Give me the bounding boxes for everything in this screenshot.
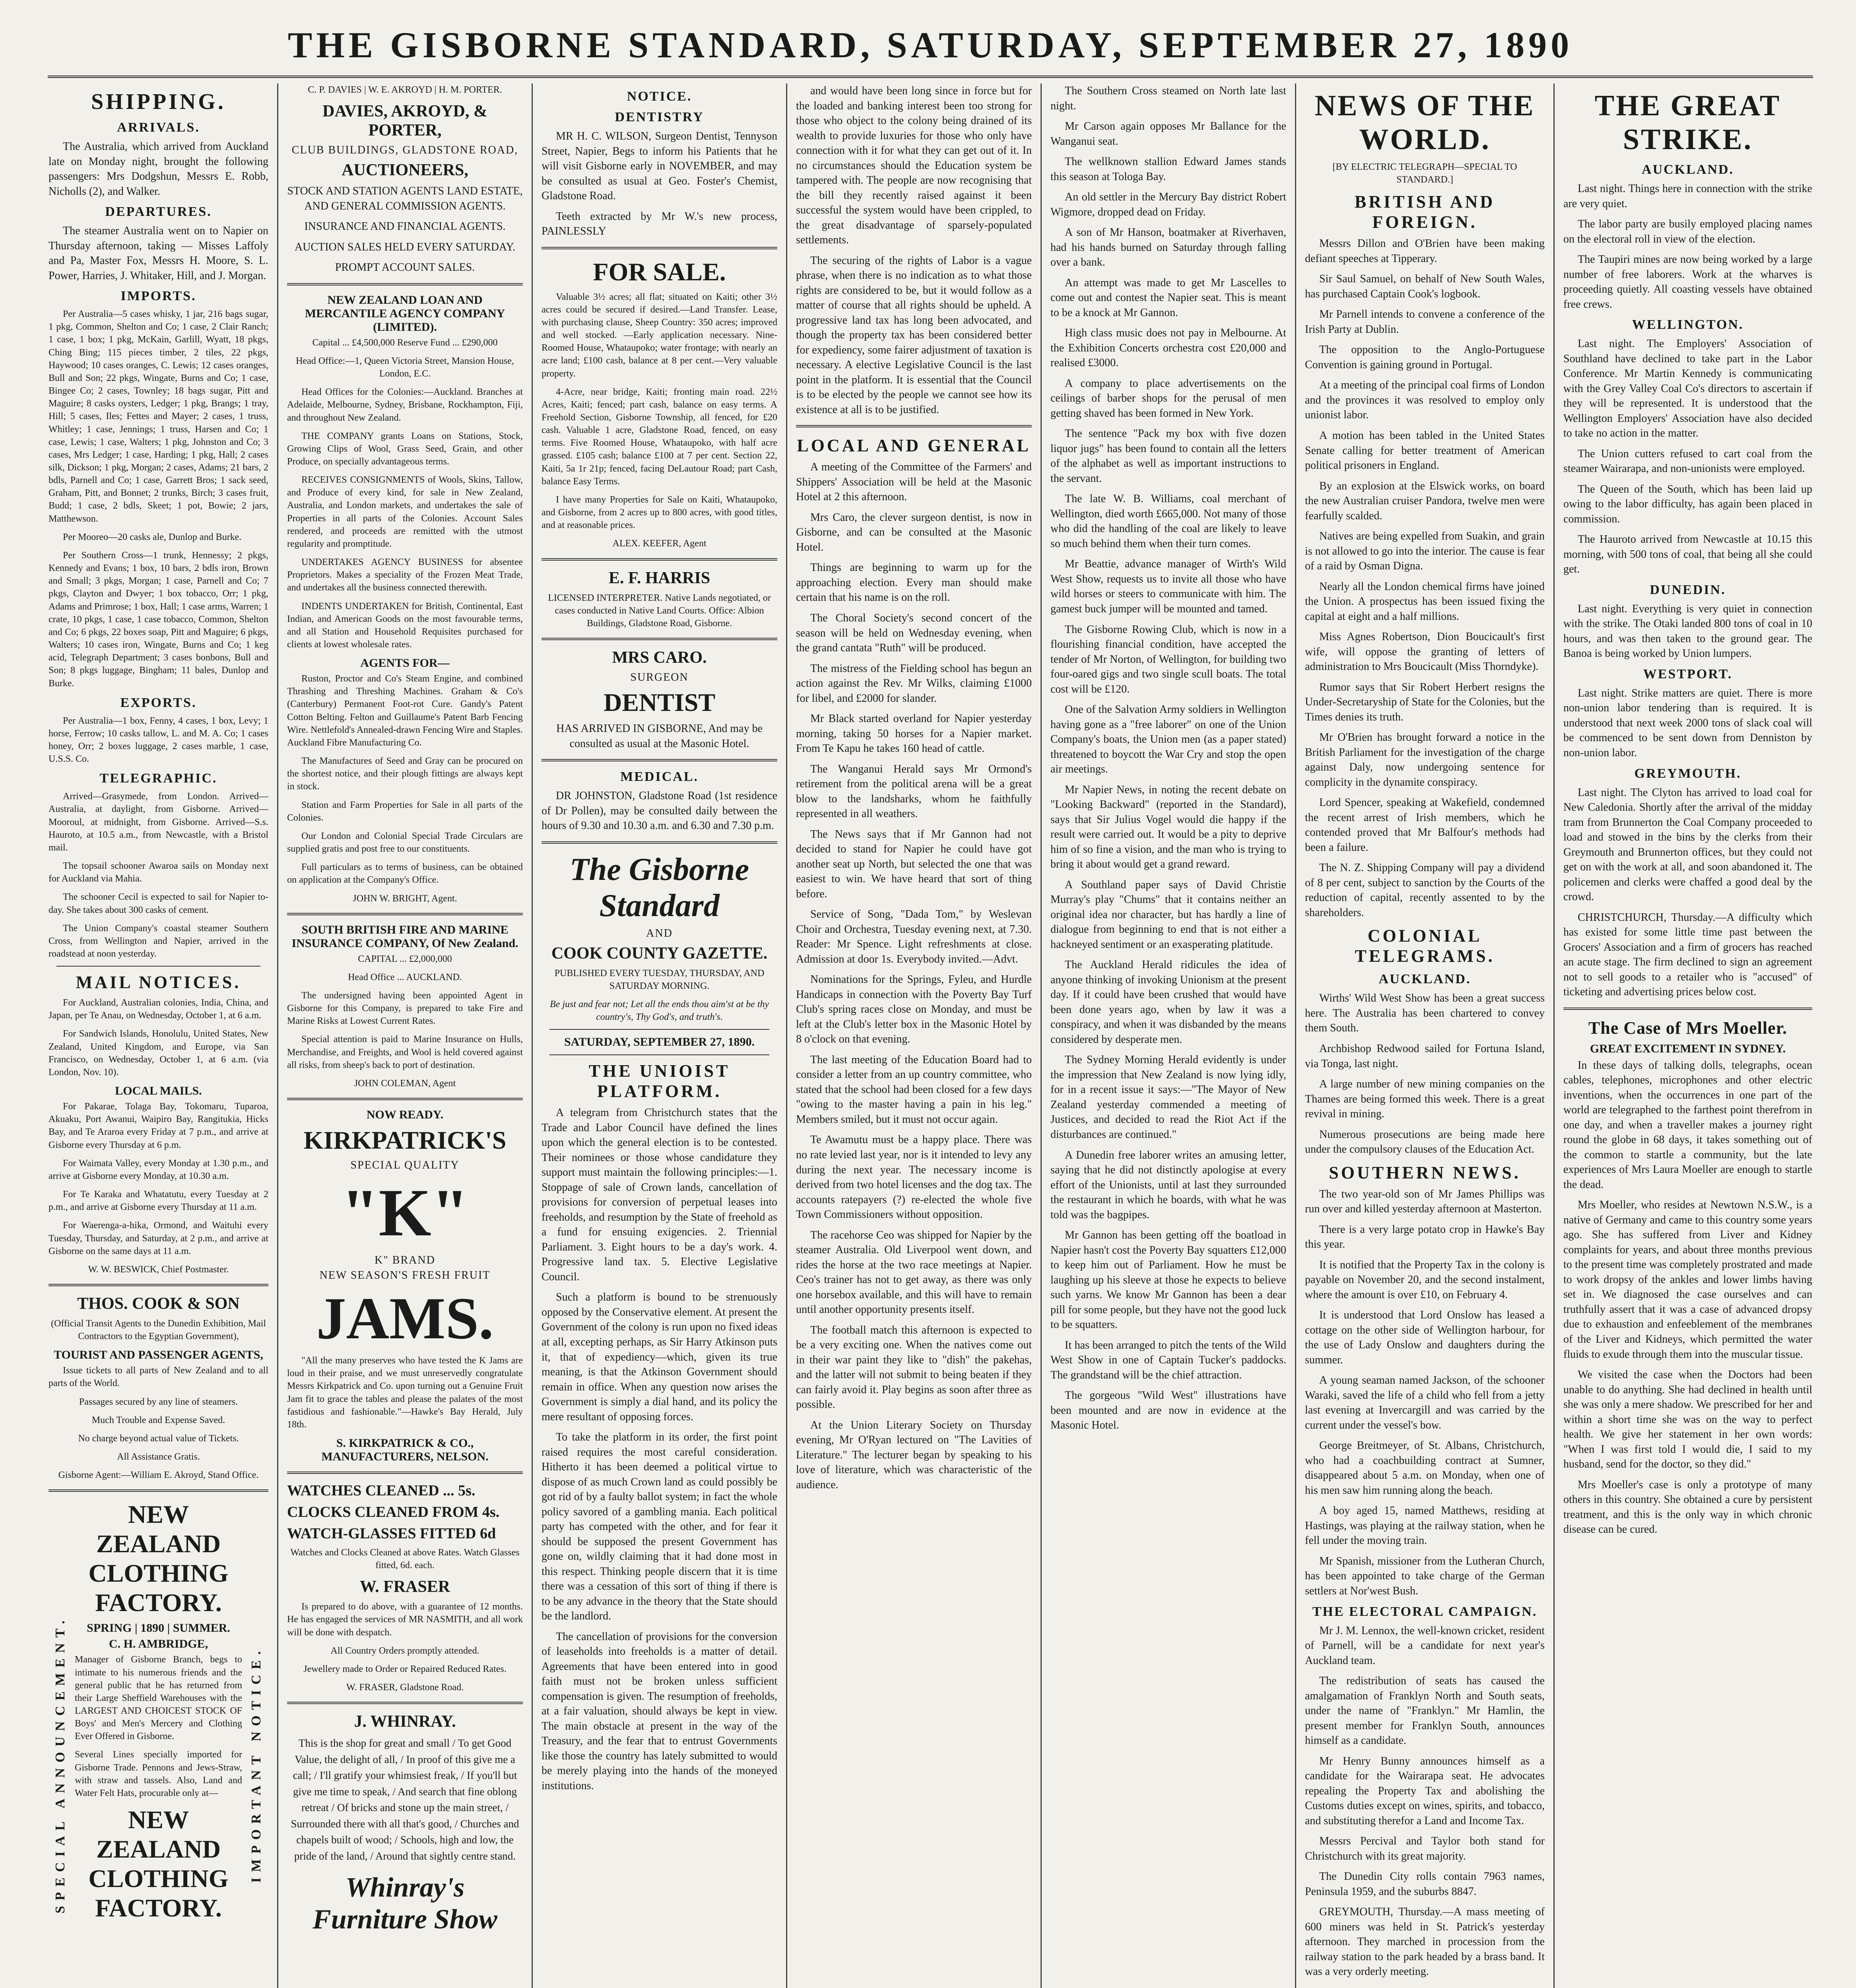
local-mail-text-2: For Waimata Valley, every Monday at 1.30 p.m., and arrive at Gisborne every Monday, at 10.30 a.m. [49, 1158, 268, 1181]
dateline: SATURDAY, SEPTEMBER 27, 1890. [564, 1035, 755, 1049]
southern-item: A boy aged 15, named Matthews, residing at Hastings, was playing at the railway station, when he fell under the moving train. [1305, 1505, 1545, 1547]
local-item: The News says that if Mr Gannon had not decided to stand for Napier he could have got another seat up North, but selected the one that was easiest to win. We have heard that sort of thing before. [796, 828, 1032, 900]
news-item: The Auckland Herald ridicules the idea of anyone thinking of invoking Unionism at the present day. If it could have been crushed that would have been done years ago, when by law it was a conspiracy, and when it was disbanded by the means considered by desperate men. [1050, 959, 1286, 1046]
nameplate-and: AND [646, 927, 673, 940]
colonial-item: Wirths' Wild West Show has been a great success here. The Australia has been chartered to convey them South. [1305, 992, 1545, 1035]
local-mails-heading: LOCAL MAILS. [115, 1084, 202, 1098]
south-british-office: Head Office ... AUCKLAND. [348, 972, 462, 982]
fraser-title: W. FRASER [359, 1578, 450, 1596]
k-brand-logo: "K" [341, 1175, 469, 1250]
watches-line: WATCHES CLEANED ... 5s. [287, 1482, 476, 1499]
leader-text-4: The cancellation of provisions for the conversion of leaseholds into freeholds is a matter of detail. Agreements that have been entered into in good faith must not be broken unless sufficient compensation is given. The resumption of freeholds, at a fair valuation, should always be kept in view. The main obstacle at present in the way of the Treasury, and the fear that to entrust Governments like those the country has lately submitted to would be merely playing into the hands of the moneyed institutions. [542, 1630, 777, 1792]
divider [549, 1054, 769, 1055]
colonial-item: Archbishop Redwood sailed for Fortuna Island, via Tonga, last night. [1305, 1043, 1545, 1070]
for-sale-text: Valuable 3½ acres; all flat; situated on Kaiti; other 3½ acres could be secured if desired.—Land Transfer. Lease, with purchasing clause, Sheep Country: 350 acres; improved and well stocked. —Early application necessary. Nine-Roomed House, Whataupoko; water frontage; with nearly an acre land; £100 cash, balance at 8 per cent.—Very valuable property. [542, 291, 777, 379]
fraser-text: Is prepared to do above, with a guarantee of 12 months. He has engaged the services of MR NASMITH, and all work will be done with despatch. [287, 1602, 523, 1638]
agents-for-heading: AGENTS FOR— [360, 656, 450, 670]
news-item: The gorgeous "Wild West" illustrations have been mounted and are now in evidence at the Masonic Hotel. [1050, 1389, 1286, 1432]
local-item: Mrs Caro, the clever surgeon dentist, is now in Gisborne, and can be consulted at the Masonic Hotel. [796, 511, 1032, 553]
agents-text-5: Full particulars as to terms of business, can be obtained on application at the Company's Office. [287, 862, 523, 885]
leader-text: A telegram from Christchurch states that the Trade and Labor Council have defined the lines upon which the general election is to be contested. Their nominees or those whose candidature they support must maintain the following principles:—1. Stoppage of sale of Crown lands, cancellation of provisions for conversion of perpetual leases into freeholds, and resumption by the State of freehold as a fund for ensuing exigencies. 2. Triennial Parliament. 3. Eight hours to be a day's work. 4. Progressive land tax. 5. Elective Legislative Council. [542, 1107, 777, 1283]
divider [287, 1702, 523, 1704]
great-strike-heading: THE GREAT STRIKE. [1594, 89, 1781, 156]
divider [542, 558, 777, 561]
agents-text: Ruston, Proctor and Co's Steam Engine, and combined Thrashing and Threshing Machines. Graham & Co's (Canterbury) Permanent Foot-rot Cure. Gandy's Patent Cotton Belting. Felton and Guillaume's Patent Barb Fencing Wire. Nettlefold's Annealed-drawn Fencing Wire and Staples. Auckland Fibre Manufacturing Co. [287, 674, 523, 748]
moeller-text-2: Mrs Moeller, who resides at Newtown N.S.W., is a native of Germany and came to this country some years ago. She has suffered from Liver and Kidney complaints for years, and about three months previous to the present time was completely prostrated and made to work dropsy of the ankles and lower limbs having set in. We diagnosed the case ourselves and can truthfully assert that it was a case of advanced dropsy due to exhaustion and enfeeblement of the membranes of the Liver and Kidneys, which permitted the water fluids to exude through them into the muscular tissue. [1563, 1199, 1812, 1361]
nz-loan-capital: Capital ... £4,500,000 Reserve Fund ... £290,000 [312, 337, 498, 348]
electoral-item: The Dunedin City rolls contain 7963 names, Peninsula 1959, and the suburbs 8847. [1305, 1870, 1545, 1898]
local-item: Te Awamutu must be a happy place. There was no rate levied last year, nor is it intended to levy any during the next year. The necessary income is derived from two hotel licenses and the dog tax. The accounts ratepayers (?) re-elected the whole five Town Commissioners without opposition. [796, 1134, 1032, 1221]
auctioneers-label: AUCTIONEERS, [342, 161, 468, 180]
local-item: The mistress of the Fielding school has begun an action against the Rev. Mr Wilks, claiming £1000 for libel, and £2000 for slander. [796, 662, 1032, 705]
leader-text-2: Such a platform is bound to be strenuously opposed by the Conservative element. At present the Government of the colony is run upon no fixed ideas at all, excepting perhaps, as Sir Harry Atkinson puts it, that of expediency—which, given its true meaning, is that the Atkinson Government should remain in office. When any question now arises the Government is simply a dial hand, and its policy the mere resultant of opposing forces. [542, 1291, 777, 1423]
divider [287, 283, 523, 285]
southern-news-heading: SOUTHERN NEWS. [1329, 1163, 1521, 1182]
departures-heading: DEPARTURES. [105, 204, 212, 219]
news-of-the-world-heading: NEWS OF THE WORLD. [1314, 89, 1535, 156]
news-sub: [BY ELECTRIC TELEGRAPH—SPECIAL TO STANDARD.] [1332, 162, 1517, 185]
colonial-telegrams-heading: COLONIAL TELEGRAMS. [1355, 926, 1495, 966]
divider [1563, 1008, 1812, 1010]
nz-loan-text-2: THE COMPANY grants Loans on Stations, Stock, Growing Clips of Wool, Grass Seed, Grain, and other Produce, on specially advantageous terms. [287, 431, 523, 467]
fraser-signature: W. FRASER, Gladstone Road. [346, 1682, 464, 1693]
imports-text-3: Per Southern Cross—1 trunk, Hennessy; 2 pkgs, Kennedy and Evans; 1 box, 10 bars, 2 bdls iron, Brown and Small; 3 pkgs, Morgan; 1 case, Parnell and Co; 7 pkgs, Clayton and Dwyer; 1 box tobacco, Orr; 1 pkg, Adams and Primrose; 1 box, Hall; 1 case arms, Warren; 1 crate, 10 pkgs, 1 case, 1 case tobacco, Common, Shelton and Co; 6 pkgs, 22 boxes soap, Pitt and Maguire; 6 pkgs, Walters; 10 cases iron, Wingate, Burns and Co; 1 keg acid, Telegraph Department; 3 cases bonbons, Bull and Son; 8 pkgs luggage, Bingham; 11 bales, Dunlop and Burke. [49, 550, 268, 689]
davies-akroyd-porter-title: DAVIES, AKROYD, & PORTER, [322, 102, 487, 140]
local-item: The racehorse Ceo was shipped for Napier by the steamer Australia. Old Liverpool went down, and rides the horse at the two race meetings at Napier. Ceo's trainer has not to get away, as there was only one horsebox available, and this will have to remain until another opportunity presents itself. [796, 1229, 1032, 1316]
motto: Be just and fear not; Let all the ends thou aim'st at be thy country's, Thy God's, and truth's. [549, 999, 769, 1023]
news-item: A Southland paper says of David Christie Murray's play "Chums" that it contains neither an original idea nor character, but has hardly a line of dialogue from beginning to end that is not either a hackneyed sentiment or an exasperating platitude. [1050, 878, 1286, 951]
watch-glasses-line: WATCH-GLASSES FITTED 6d [287, 1525, 496, 1542]
strike-auckland-heading: AUCKLAND. [1642, 162, 1734, 177]
south-british-capital: CAPITAL ... £2,000,000 [358, 953, 452, 964]
column-5 [1042, 83, 1296, 1988]
caro-sub: SURGEON [630, 671, 689, 684]
publishing-schedule: PUBLISHED EVERY TUESDAY, THURSDAY, AND SATURDAY MORNING. [554, 968, 765, 991]
nz-loan-text-3: RECEIVES CONSIGNMENTS of Wools, Skins, Tallow, and Produce of every kind, for sale in New Zealand, Australia, and London markets, and undertakes the sale of Properties in all parts of the Colonies. Account Sales rendered, and proceeds are remitted with the utmost regularity and promptitude. [287, 475, 523, 549]
strike-item: The Queen of the South, which has been laid up owing to the labor difficulty, has again been placed in commission. [1563, 483, 1812, 525]
cook-text-2: Passages secured by any line of steamers. [79, 1396, 238, 1407]
british-foreign-heading: BRITISH AND FOREIGN. [1354, 192, 1495, 232]
whinray-title: J. WHINRAY. [354, 1712, 456, 1731]
k-brand-label: K" BRAND [375, 1254, 435, 1267]
exports-heading: EXPORTS. [120, 695, 197, 710]
arrivals-text: The Australia, which arrived from Auckland late on Monday night, brought the following passengers: Mrs Dodgshun, Messrs E. Robb, Nicholls (2), and Walker. [49, 140, 268, 198]
news-item: It has been arranged to pitch the tents of the Wild West Show in one of Captain Tucker's paddocks. The grandstand will be the chief attraction. [1050, 1339, 1286, 1381]
dentistry-text: MR H. C. WILSON, Surgeon Dentist, Tennyson Street, Napier, Begs to inform his Patients that he will visit Gisborne early in NOVEMBER, and may be consulted as usual at Geo. Foster's Chemist, Gladstone Road. [542, 130, 777, 202]
kirkpatrick-sub: SPECIAL QUALITY [350, 1159, 460, 1172]
strike-item: CHRISTCHURCH, Thursday.—A difficulty which has existed for some little time past between the Grocers' Association and a firm of grocers has reached an acute stage. The firm declined to sign an agreement not to sell goods to a retailer who is "accused" of ticketing and advertising prices below cost. [1563, 911, 1812, 998]
news-item: Mr Beattie, advance manager of Wirth's Wild West Show, requests us to invite all those who have wild horses or steers to communicate with him. The gamest buck jumper will be mounted and tamed. [1050, 558, 1286, 615]
southern-item: The two year-old son of Mr James Phillips was run over and killed yesterday afternoon at Masterton. [1305, 1188, 1545, 1215]
leader-continued: and would have been long since in force but for the loaded and banking interest been too strong for those who object to the colony being drained of its wealth to provide luxuries for those who only have connection with it for what they can get out of it. In no circumstances should the Education system be tampered with. The people are now recognising that the bill they recently raised against it been successful the system would have been crippled, to the great disadvantage of sparsely-populated settlements. [796, 85, 1032, 247]
for-sale-text-2: 4-Acre, near bridge, Kaiti; fronting main road. 22½ Acres, Kaiti; fenced; part cash, balance on easy terms. A Freehold Section, Gisborne Township, all fenced, for £20 cash. Valuable 1 acre, Gladstone Road, fenced, on easy terms. Five Roomed House, Whataupoko, with half acre grassed. £105 cash; balance £100 at 7 per cent. Section 22, Kaiti, 5a 1r 21p; fenced, facing DeLautour Road; part Cash, balance Easy Terms. [542, 386, 777, 487]
vertical-banner-right: IMPORTANT NOTICE. [249, 1646, 264, 1883]
local-item: Mr Black started overland for Napier yesterday morning, taking 50 horses for a Napier market. From Te Kapu he takes 160 head of cattle. [796, 712, 1032, 755]
strike-item: Last night. Everything is very quiet in connection with the strike. The Otaki landed 800 tons of coal in 10 hours, and was then taken to the ground gear. The Banoa is being worked by Union lumpers. [1563, 602, 1812, 660]
telegraphic-text-4: The Union Company's coastal steamer Southern Cross, from Wellington and Napier, arrived in the roadstead at noon yesterday. [49, 923, 268, 959]
caro-text: HAS ARRIVED IN GISBORNE, And may be consulted as usual at the Masonic Hotel. [556, 722, 763, 750]
vertical-banner-left: SPECIAL ANNOUNCEMENT. [53, 1615, 68, 1914]
notice-heading: NOTICE. [627, 89, 692, 104]
colonial-item: Numerous prosecutions are being made here under the compulsory clauses of the Education Act. [1305, 1128, 1545, 1156]
dentistry-heading: DENTISTRY [615, 110, 704, 124]
nz-loan-office: Head Office:—1, Queen Victoria Street, Mansion House, London, E.C. [296, 355, 514, 379]
local-mail-text-4: For Waerenga-a-hika, Ormond, and Waituhi every Tuesday, Thursday, and Saturday, at 2 p.m., and arrive at Gisborne on the same days at 11 a.m. [49, 1220, 268, 1256]
new-season-label: NEW SEASON'S FRESH FRUIT [319, 1269, 491, 1282]
clocks-line: CLOCKS CLEANED FROM 4s. [287, 1504, 500, 1521]
cook-text: Issue tickets to all parts of New Zealand and to all parts of the World. [49, 1365, 268, 1389]
electoral-item: Mr Henry Bunny announces himself as a candidate for the Wairarapa seat. He advocates repealing the Property Tax and abolishing the Customs duties except on wines, spirits, and tobacco, and substituting therefor a Land and Income Tax. [1305, 1755, 1545, 1827]
british-item: A motion has been tabled in the United States Senate calling for better treatment of American political prisoners in England. [1305, 429, 1545, 472]
moeller-sub: GREAT EXCITEMENT IN SYDNEY. [1590, 1042, 1786, 1055]
nz-loan-text: Head Offices for the Colonies:—Auckland. Branches at Adelaide, Melbourne, Sydney, Brisbane, Rockhampton, Fiji, and throughout New Zealand. [287, 387, 523, 423]
strike-item: Last night. Strike matters are quiet. There is more non-union labor tendering than is required. It is understood that next week 2000 tons of slack coal will be commenced to be sent down from Denniston by non-union labor. [1563, 687, 1812, 759]
news-item: A company to place advertisements on the ceilings of barber shops for the perusal of men getting shaved has been formed in New York. [1050, 377, 1286, 419]
exports-text: Per Australia—1 box, Fenny, 4 cases, 1 box, Levy; 1 horse, Ferrow; 10 casks tallow, L. and M. A. Co; 1 cases honey, Orr; 2 boxes luggage, 2 cases marble, 1 case, U.S.S. Co. [49, 715, 268, 765]
caro-dentist: DENTIST [604, 688, 715, 717]
kirkpatrick-firm: S. KIRKPATRICK & CO., MANUFACTURERS, NELSON. [321, 1437, 489, 1464]
moeller-text-4: Mrs Moeller's case is only a prototype of many others in this country. She obtained a cure by persistent treatment, and this is the only way in which chronic disease can be cured. [1563, 1478, 1812, 1536]
southern-item: A young seaman named Jackson, of the schooner Waraki, saved the life of a child who fell from a jetty last evening at Invercargill and was carried by the current under the vessel's bow. [1305, 1374, 1545, 1431]
southern-item: It is understood that Lord Onslow has leased a cottage on the other side of Wellington harbour, for the use of Lady Onslow and daughters during the summer. [1305, 1309, 1545, 1366]
local-general-heading: LOCAL AND GENERAL [797, 436, 1031, 456]
telegraphic-heading: TELEGRAPHIC. [99, 771, 217, 786]
british-item: Nearly all the London chemical firms have joined the Union. A prospectus has been issued fixing the capital at eight and a half millions. [1305, 580, 1545, 623]
shipping-heading: SHIPPING. [91, 89, 226, 114]
column-3 [533, 83, 787, 1988]
news-item: The Southern Cross steamed on North late last night. [1050, 85, 1286, 112]
column-4 [787, 83, 1042, 1988]
cook-text-3: Much Trouble and Expense Saved. [91, 1415, 225, 1425]
fraser-text-3: Jewellery made to Order or Repaired Reduced Rates. [303, 1664, 507, 1674]
electoral-item: Mr J. M. Lennox, the well-known cricket, resident of Parnell, will be a candidate for next year's Auckland team. [1305, 1624, 1545, 1667]
caro-title: MRS CARO. [612, 648, 707, 667]
page-columns [40, 83, 1821, 1988]
divider [542, 638, 777, 640]
nz-loan-text-5: INDENTS UNDERTAKEN for British, Continental, East Indian, and American Goods on the most favourable terms, and all Station and Household Requisites purchased for clients at lowest wholesale rates. [287, 601, 523, 650]
strike-dunedin-heading: DUNEDIN. [1650, 582, 1726, 597]
agents-text-4: Our London and Colonial Special Trade Circulars are supplied gratis and post free to our constituents. [287, 831, 523, 854]
fraser-text-2: All Country Orders promptly attended. [330, 1645, 480, 1656]
southern-item: It is notified that the Property Tax in the colony is payable on November 20, and the second instalment, where the amount is over £10, on February 4. [1305, 1258, 1545, 1301]
news-item: A Dunedin free laborer writes an amusing letter, saying that he did not distinctly apologise at every effort of the Unionists, until at last they surrounded the restaurant in which he boards, with what he was told was the bagpipes. [1050, 1149, 1286, 1221]
column-7 [1555, 83, 1821, 1988]
medical-heading: MEDICAL. [620, 769, 699, 784]
cook-county-gazette: COOK COUNTY GAZETTE. [551, 944, 768, 963]
news-item: The Sydney Morning Herald evidently is under the impression that New Zealand is now lying idly, for in a recent issue it says:—"The Mayor of New Zealand yesterday commended a meeting of Justices, and decided to read the Riot Act if the disturbances are continued." [1050, 1054, 1286, 1141]
clothing-season: SPRING | 1890 | SUMMER. [87, 1621, 230, 1635]
divider [542, 759, 777, 761]
local-item: Nominations for the Springs, Fyleu, and Hurdle Handicaps in connection with the Poverty Bay Turf Club's spring races close on Monday, and must be left at the Club's letter box in the Masonic Hotel by 8 o'clock on that evening. [796, 973, 1032, 1046]
firm-text-3: AUCTION SALES HELD EVERY SATURDAY. [294, 241, 516, 253]
keefer-signature: ALEX. KEEFER, Agent [612, 538, 707, 549]
southern-item: There is a very large potato crop in Hawke's Bay this year. [1305, 1223, 1545, 1251]
moeller-text: In these days of talking dolls, telegraphs, ocean cables, telephones, microphones and other electric inventions, when the occurrences in one part of the world are telegraphed to the farthest point therefrom in one day, and when a traveller makes a journey right round the globe in 68 days, it takes something out of the common to startle a community, but the late experiences of Mrs Laura Moeller are enough to startle the dead. [1563, 1059, 1812, 1191]
imports-text-2: Per Mooreo—20 casks ale, Dunlop and Burke. [63, 532, 242, 542]
moeller-heading: The Case of Mrs Moeller. [1588, 1018, 1788, 1038]
divider [49, 1284, 268, 1286]
divider [56, 966, 260, 967]
masthead [48, 16, 1813, 78]
newspaper-title: THE GISBORNE STANDARD, SATURDAY, SEPTEMBER 27, 1890 [287, 25, 1573, 65]
british-item: Rumor says that Sir Robert Herbert resigns the Under-Secretaryship of State for the Colonies, but the Times denies its truth. [1305, 681, 1545, 723]
british-item: The N. Z. Shipping Company will pay a dividend of 8 per cent, subject to sanction by the Courts of the reduction of capital, recently assented to by the shareholders. [1305, 862, 1545, 919]
mail-text-2: For Sandwich Islands, Honolulu, United States, New Zealand, United Kingdom, and Europe, via San Francisco, on Wednesday, October 1, at 6 a.m. (via London, Nov. 10). [49, 1029, 268, 1077]
electoral-item: The redistribution of seats has caused the amalgamation of Franklyn North and South seats, under the name of "Franklyn." Mr Hamlin, the present member for Franklyn South, announces himself as a candidate. [1305, 1675, 1545, 1747]
gisborne-standard-nameplate: The Gisborne Standard [569, 852, 749, 923]
leader-continued-2: The securing of the rights of Labor is a vague phrase, when there is no indication as to what those rights are considered to be, but it would follow as a matter of course that all rights should be upheld. A progressive land tax has long been advocated, and though the property tax has been considered better for expediency, some fairer adjustment of taxation is necessary. A elective Legislative Council is the last point in the platform. It is essential that the Council is to be elected by the people we cannot see how its existence at all is to be justified. [796, 254, 1032, 416]
firm-text-2: INSURANCE AND FINANCIAL AGENTS. [304, 220, 506, 233]
strike-item: The Hauroto arrived from Newcastle at 10.15 this morning, with 500 tons of coal, that being all she could get. [1563, 533, 1812, 576]
whinray-furniture-show: Whinray's Furniture Show [313, 1872, 497, 1935]
strike-wellington-heading: WELLINGTON. [1632, 317, 1744, 332]
clothing-factory-ad [49, 1500, 268, 1988]
divider [287, 913, 523, 915]
whinray-poem: This is the shop for great and small / To get Good Value, the delight of all, / In proof of this give me a call; / I'll gratify your whimsiest freak, / If you'll but give me time to speak, / And search that fine oblong retreat / Of bricks and stone up the main street, / Surrounded there with all that's good, / Churches and chapels built of wood; / Schools, high and low, the pride of the land, / Around that sightly centre stand. [291, 1737, 519, 1862]
electoral-campaign-heading: THE ELECTORAL CAMPAIGN. [1312, 1604, 1538, 1619]
local-item: A meeting of the Committee of the Farmers' and Shippers' Association will be held at the Masonic Hotel at 2 this afternoon. [796, 461, 1032, 503]
leader-text-3: To take the platform in its order, the first point raised requires the most careful consideration. Hitherto it has been deemed a political virtue to dispose of as much Crown land as could possibly be got rid of by a faulty ballot system; in fact the whole policy savored of a gambling mania. Each political party has competed with the other, and for fear it should be supposed the present Government has gone on, wildly claiming that it had done most in this respect. Thinking people discern that it is time there was a cessation of this sort of thing if there is to be any advance in the theory that the State should be the landlord. [542, 1431, 777, 1623]
clothing-manager-name: C. H. AMBRIDGE, [109, 1637, 208, 1651]
imports-heading: IMPORTS. [120, 289, 196, 304]
british-item: Messrs Dillon and O'Brien have been making defiant speeches at Tipperary. [1305, 237, 1545, 265]
nz-loan-title: NEW ZEALAND LOAN AND MERCANTILE AGENCY COMPANY (LIMITED). [305, 293, 505, 334]
divider [287, 1098, 523, 1100]
clothing-ad-body [75, 1500, 242, 1923]
british-item: Sir Saul Samuel, on behalf of New South Wales, has purchased Captain Cook's logbook. [1305, 273, 1545, 300]
news-item: The wellknown stallion Edward James stands this season at Tologa Bay. [1050, 155, 1286, 183]
divider [287, 1472, 523, 1474]
british-item: The opposition to the Anglo-Portuguese Convention is gaining ground in Portugal. [1305, 344, 1545, 371]
strike-item: Last night. The Employers' Association of Southland have declined to take part in the Labor Conference. Mr Martin Kennedy is communicating with the Grey Valley Coal Co's directors to ascertain if they will be represented. It is understood that the Wellington Employers' Association have also decided to take no action in the matter. [1563, 338, 1812, 440]
strike-greymouth-heading: GREYMOUTH. [1634, 766, 1741, 781]
greymouth-item: GREYMOUTH, Thursday.—A mass meeting of 600 miners was held in St. Patrick's yesterday afternoon. They marched in procession from the railway station to the park headed by a brass band. It was a very orderly meeting. [1305, 1906, 1545, 1978]
cook-ad-title: THOS. COOK & SON [77, 1294, 240, 1313]
mail-notices-heading: MAIL NOTICES. [76, 973, 241, 992]
colonial-item: A large number of new mining companies on the Thames are being formed this week. There is a great revival in mining. [1305, 1078, 1545, 1120]
moeller-text-3: We visited the case when the Doctors had been unable to do anything. She had declined in health until she was only a mere shadow. We prescribed for her and within a short time she was on the way to perfect health. We give her statement in her own words: "When I was first told I would die, I said to my husband, send for the doctor, so they did." [1563, 1369, 1812, 1471]
strike-item: The Taupiri mines are now being worked by a large number of free laborers. Work at the wharves is proceeding quietly. All coasting vessels have obtained free crews. [1563, 253, 1812, 311]
news-item: An attempt was made to get Mr Lascelles to come out and contest the Napier seat. This is meant to be a knock at Mr Gannon. [1050, 276, 1286, 319]
bright-signature: JOHN W. BRIGHT, Agent. [353, 893, 457, 904]
harris-text: LICENSED INTERPRETER. Native Lands negotiated, or cases conducted in Native Land Courts. Office: Albion Buildings, Gladstone Road, Gisborne. [548, 592, 771, 629]
telegraphic-text-3: The schooner Cecil is expected to sail for Napier to-day. She takes about 300 casks of cement. [49, 892, 268, 915]
news-item: Mr Carson again opposes Mr Ballance for the Wanganui seat. [1050, 120, 1286, 148]
british-item: Natives are being expelled from Suakin, and grain is not allowed to go into the interior. The cause is fear of a raid by Osman Digna. [1305, 530, 1545, 573]
news-item: Mr Gannon has been getting off the boatload in Napier hasn't cost the Poverty Bay squatters £12,000 to keep him out of Parliament. How he must be laughing up his sleeve at those he expects to believe such yarns. We know Mr Gannon has been a dear pill for some people, but they have not the good luck to be squatters. [1050, 1229, 1286, 1331]
firm-address: CLUB BUILDINGS, GLADSTONE ROAD, [291, 144, 518, 157]
british-item: Miss Agnes Robertson, Dion Boucicault's first wife, will oppose the granting of letters of administration to Mrs Boucicault (Miss Thorndyke). [1305, 631, 1545, 673]
watches-text: Watches and Clocks Cleaned at above Rates. Watch Glasses fitted, 6d. each. [290, 1547, 520, 1571]
harris-title: E. F. HARRIS [608, 569, 711, 587]
mail-text: For Auckland, Australian colonies, India, China, and Japan, per Te Anau, on Wednesday, October 1, at 6 a.m. [49, 998, 268, 1021]
southern-item: George Breitmeyer, of St. Albans, Christchurch, who had a coachbuilding contract at Sumner, disappeared about 5 a.m. on Monday, when one of his men saw him running along the beach. [1305, 1439, 1545, 1497]
cook-sub-2: TOURIST AND PASSENGER AGENTS, [54, 1348, 263, 1362]
for-sale-text-3: I have many Properties for Sale on Kaiti, Whataupoko, and Gisborne, from 2 acres up to 800 acres, with good titles, and at reasonable prices. [542, 494, 777, 531]
dentistry-text-2: Teeth extracted by Mr W.'s new process, PAINLESSLY [542, 210, 777, 238]
news-item: One of the Salvation Army soldiers in Wellington having gone as a "free laborer" on one of the Union Company's boats, the Union men (as a paper stated) threatened to boycott the War Cry and stop the open air meetings. [1050, 703, 1286, 776]
divider [542, 247, 777, 249]
now-ready-label: NOW READY. [366, 1108, 444, 1122]
divider [549, 1029, 769, 1030]
british-item: Lord Spencer, speaking at Wakefield, condemned the recent arrest of Irish members, which he contended proved that Mr Balfour's methods had been a failure. [1305, 796, 1545, 854]
agents-text-2: The Manufactures of Seed and Gray can be procured on the shortest notice, and their plough fittings are always kept in stock. [287, 756, 523, 792]
news-item: A son of Mr Hanson, boatmaker at Riverhaven, had his hands burned on Saturday through falling over a bank. [1050, 226, 1286, 269]
british-item: Mr O'Brien has brought forward a notice in the British Parliament for the investigation of the charge against Daly, now undergoing sentence for complicity in the dynamite conspiracy. [1305, 731, 1545, 788]
strike-westport-heading: WESTPORT. [1643, 666, 1733, 681]
south-british-title: SOUTH BRITISH FIRE AND MARINE INSURANCE COMPANY, Of New Zealand. [291, 923, 518, 950]
coleman-signature: JOHN COLEMAN, Agent [354, 1078, 456, 1089]
strike-item: The Union cutters refused to cart coal from the steamer Wairarapa, and non-unionists were employed. [1563, 447, 1812, 475]
clothing-ad-title: NEW ZEALAND CLOTHING FACTORY. [88, 1500, 229, 1617]
column-6 [1296, 83, 1555, 1988]
arrivals-heading: ARRIVALS. [117, 120, 200, 135]
divider [542, 841, 777, 844]
partners-line: C. P. DAVIES | W. E. AKROYD | H. M. PORTER. [308, 85, 502, 95]
local-item: At the Union Literary Society on Thursday evening, Mr O'Ryan lectured on "The Lavities of Literature." The lecturer began by speaking to his love of literature, which was characteristic of the audience. [796, 1419, 1032, 1491]
local-item: The Wanganui Herald says Mr Ormond's retirement from the political arena will be a great blow to the landsharks, whom he faithfully represented in all weathers. [796, 763, 1032, 820]
news-item: The Gisborne Rowing Club, which is now in a flourishing financial condition, have accepted the tender of Mr Norton, of Wellington, for building two four-oared gigs and two single scull boats. The total cost will be £120. [1050, 623, 1286, 695]
colonial-auckland-heading: AUCKLAND. [1378, 972, 1471, 987]
divider [796, 425, 1032, 427]
local-item: The last meeting of the Education Board had to consider a letter from an up country committee, who stated that the school had been closed for a few days "owing to the master having a pain in his leg." Members smiled, but it must not occur again. [796, 1053, 1032, 1126]
kirkpatrick-title: KIRKPATRICK'S [303, 1126, 507, 1155]
local-item: Service of Song, "Dada Tom," by Weslevan Choir and Orchestra, Tuesday evening next, at 7.30. Reader: Mr Spence. Light refreshments at close. Admission at door 1s. Everybody invited.—Advt. [796, 908, 1032, 965]
news-item: The sentence "Pack my box with five dozen liquor jugs" has been found to contain all the letters of the alphabet as well as important instructions to the servant. [1050, 427, 1286, 485]
firm-text: STOCK AND STATION AGENTS LAND ESTATE, AND GENERAL COMMISSION AGENTS. [287, 185, 523, 212]
imports-text: Per Australia—5 cases whisky, 1 jar, 216 bags sugar, 1 pkg, Common, Shelton and Co; 1 case, 2 Clair Ranch; 1 case, 1 box; 1 pkg, McKain, Garlill, Wyatt, 18 pkgs, Ching Bing; 115 pieces timber, 2 tiles, 22 pkgs, Haywood; 10 cases oranges, C. Lewis; 12 cases oranges, Bull and Son; 22 pkgs, Wingate, Burns and Co; 1 case, Bingee Co; 2 cases, Townley; 18 bags sugar, Pitt and Maguire; 8 casks oysters, Ledger; 1 pkg, Brangs; 1 tray, Hill; 5 cases, Iles; Fettes and Mayer; 2 cases, 1 truss, Whitley; 1 case, Jennings; 1 truss, Harsen and Co; 1 case, Lewis; 1 case, Walters; 1 pkg, Johnston and Co; 3 cases, Mrs Ledger; 1 case, Harding; 1 pkg, Hall; 2 cases silk, Dickson; 1 pkg, Morgan; 2 cases, Adams; 21 bars, 2 bdls, Parnell and Co; 1 case, Garrett Bros; 1 sack seed, Graham, Pitt, and Bonnet; 2 trunks, Birch; 3 cases fruit, Budd; 1 case, 2 bdls, Skeet; 1 pot, Bowie; 2 jars, Matthewson. [49, 309, 268, 524]
news-item: The late W. B. Williams, coal merchant of Wellington, died worth £665,000. Not many of those who did the handling of the coal are likely to leave so much behind them when their turn comes. [1050, 493, 1286, 550]
clothing-text-2: Several Lines specially imported for Gisborne Trade. Pennons and Jews-Straw, with straw and tassels. Also, Land and Water Felt Hats, procurable only at— [75, 1749, 242, 1798]
cook-sub: (Official Transit Agents to the Dunedin Exhibition, Mail Contractors to the Egyptian Government), [51, 1318, 266, 1342]
column-1 [40, 83, 278, 1988]
telegraphic-text: Arrived—Grasymede, from London. Arrived—Australia, at daylight, from Gisborne. Arrived—Mooroul, at midnight, from Gisborne. Arrived—S.s. Hauroto, at 10.5 a.m., from Newcastle, with a Bristol mail. [49, 791, 268, 853]
south-british-text-2: Special attention is paid to Marine Insurance on Hulls, Merchandise, and Freights, and Wool is held covered against all risks, from sheep's back to port of destination. [287, 1034, 523, 1070]
strike-item: Last night. The Clyton has arrived to load coal for New Caledonia. Shortly after the arrival of the midday tram from Brunnerton the Coal Company proceeded to load and stowed in the bins by the clerks from their Greymouth and Brunnerton offices, but they could not get on with the work at all, and soon abandoned it. The policemen and clerks were chaffed a good deal by the crowd. [1563, 786, 1812, 903]
departures-text: The steamer Australia went on to Napier on Thursday afternoon, taking — Misses Laffoly and Pa, Master Fox, Messrs H. Moore, S. L. Power, Harries, J. Whitaker, Hill, and J. Morgan. [49, 225, 268, 282]
nz-loan-text-4: UNDERTAKES AGENCY BUSINESS for absentee Proprietors. Makes a speciality of the Frozen Meat Trade, and undertakes all the business connected therewith. [287, 557, 523, 593]
cook-agent: Gisborne Agent:—William E. Akroyd, Stand Office. [58, 1470, 259, 1481]
news-item: An old settler in the Mercury Bay district Robert Wigmore, dropped dead on Friday. [1050, 191, 1286, 218]
firm-text-4: PROMPT ACCOUNT SALES. [335, 261, 475, 274]
southern-item: Mr Spanish, missioner from the Lutheran Church, has been appointed to take charge of the German settlers at Nor'west Bush. [1305, 1555, 1545, 1597]
local-mail-text: For Pakarae, Tolaga Bay, Tokomaru, Tuparoa, Akuaku, Port Awanui, Waipiro Bay, Rangitukia, Hicks Bay, and Te Araroa every Friday at 7 p.m., and arrive at Gisborne every Thursday at 6 p.m. [49, 1101, 268, 1150]
strike-item: Last night. Things here in connection with the strike are very quiet. [1563, 182, 1812, 210]
kirkpatrick-text: "All the many preserves who have tested the K Jams are loud in their praise, and we must unreservedly congratulate Messrs Kirkpatrick and Co. upon turning out a Genuine Fruit Jam fit to grace the tables and please the palates of the most fastidious and fashionable."—Hawke's Bay Herald, July 18th. [287, 1355, 523, 1430]
divider [49, 1489, 268, 1492]
british-item: Mr Parnell intends to convene a conference of the Irish Party at Dublin. [1305, 308, 1545, 336]
medical-text: DR JOHNSTON, Gladstone Road (1st residence of Dr Pollen), may be consulted daily between the hours of 9.30 and 10.30 a.m. and 6.30 and 7.30 p.m. [542, 790, 777, 832]
electoral-item: Messrs Percival and Taylor both stand for Christchurch with its great majority. [1305, 1835, 1545, 1862]
telegraphic-text-2: The topsail schooner Awaroa sails on Monday next for Auckland via Mahia. [49, 861, 268, 884]
agents-text-3: Station and Farm Properties for Sale in all parts of the Colonies. [287, 800, 523, 823]
leader-title: THE UNIOIST PLATFORM. [588, 1061, 730, 1101]
cook-text-4: No charge beyond actual value of Tickets. [78, 1433, 239, 1444]
postmaster-signature: W. W. BESWICK, Chief Postmaster. [88, 1264, 229, 1275]
local-item: The football match this afternoon is expected to be a very exciting one. When the natives come out in their war paint they like to "dish" the pakehas, and the latter will not submit to being beaten if they can fairly avoid it. Play begins as soon after three as possible. [796, 1324, 1032, 1411]
local-item: The Choral Society's second concert of the season will be held on Wednesday evening, when the grand cantata "Ruth" will be produced. [796, 612, 1032, 654]
british-item: At a meeting of the principal coal firms of London and the provinces it was resolved to employ only unionist labor. [1305, 379, 1545, 421]
news-item: High class music does not pay in Melbourne. At the Exhibition Concerts orchestra cost £20,000 and realised £3000. [1050, 327, 1286, 369]
strike-item: The labor party are busily employed placing names on the electoral roll in view of the election. [1563, 218, 1812, 245]
local-item: Things are beginning to warm up for the approaching election. Every man should make certain that his name is on the roll. [796, 561, 1032, 604]
clothing-text: Manager of Gisborne Branch, begs to intimate to his numerous friends and the general public that he has returned from their Large Sheffield Warehouses with the LARGEST AND CHOICEST STOCK OF Boys' and Men's Mercery and Clothing Ever Offered in Gisborne. [75, 1654, 242, 1742]
for-sale-heading: FOR SALE. [593, 257, 726, 286]
british-item: By an explosion at the Elswick works, on board the new Australian cruiser Pandora, twelve men were fearfully scalded. [1305, 480, 1545, 522]
clothing-ad-title-footer: NEW ZEALAND CLOTHING FACTORY. [88, 1806, 229, 1922]
news-item: Mr Napier News, in noting the recent debate on "Looking Backward" (reported in the Standard), says that Sir Julius Vogel would die happy if the result were carried out. It would be a pity to deprive him of so fine a vision, and the man who is trying to bring it about would get a grand reward. [1050, 783, 1286, 871]
column-2 [278, 83, 533, 1988]
south-british-text: The undersigned having been appointed Agent in Gisborne for this Company, is prepared to take Fire and Marine Risks at Lowest Current Rates. [287, 990, 523, 1027]
cook-text-5: All Assistance Gratis. [117, 1452, 200, 1462]
local-mail-text-3: For Te Karaka and Whatatutu, every Tuesday at 2 p.m., and arrive at Gisborne every Thursday at 11 a.m. [49, 1189, 268, 1213]
jams-heading: JAMS. [316, 1285, 494, 1352]
